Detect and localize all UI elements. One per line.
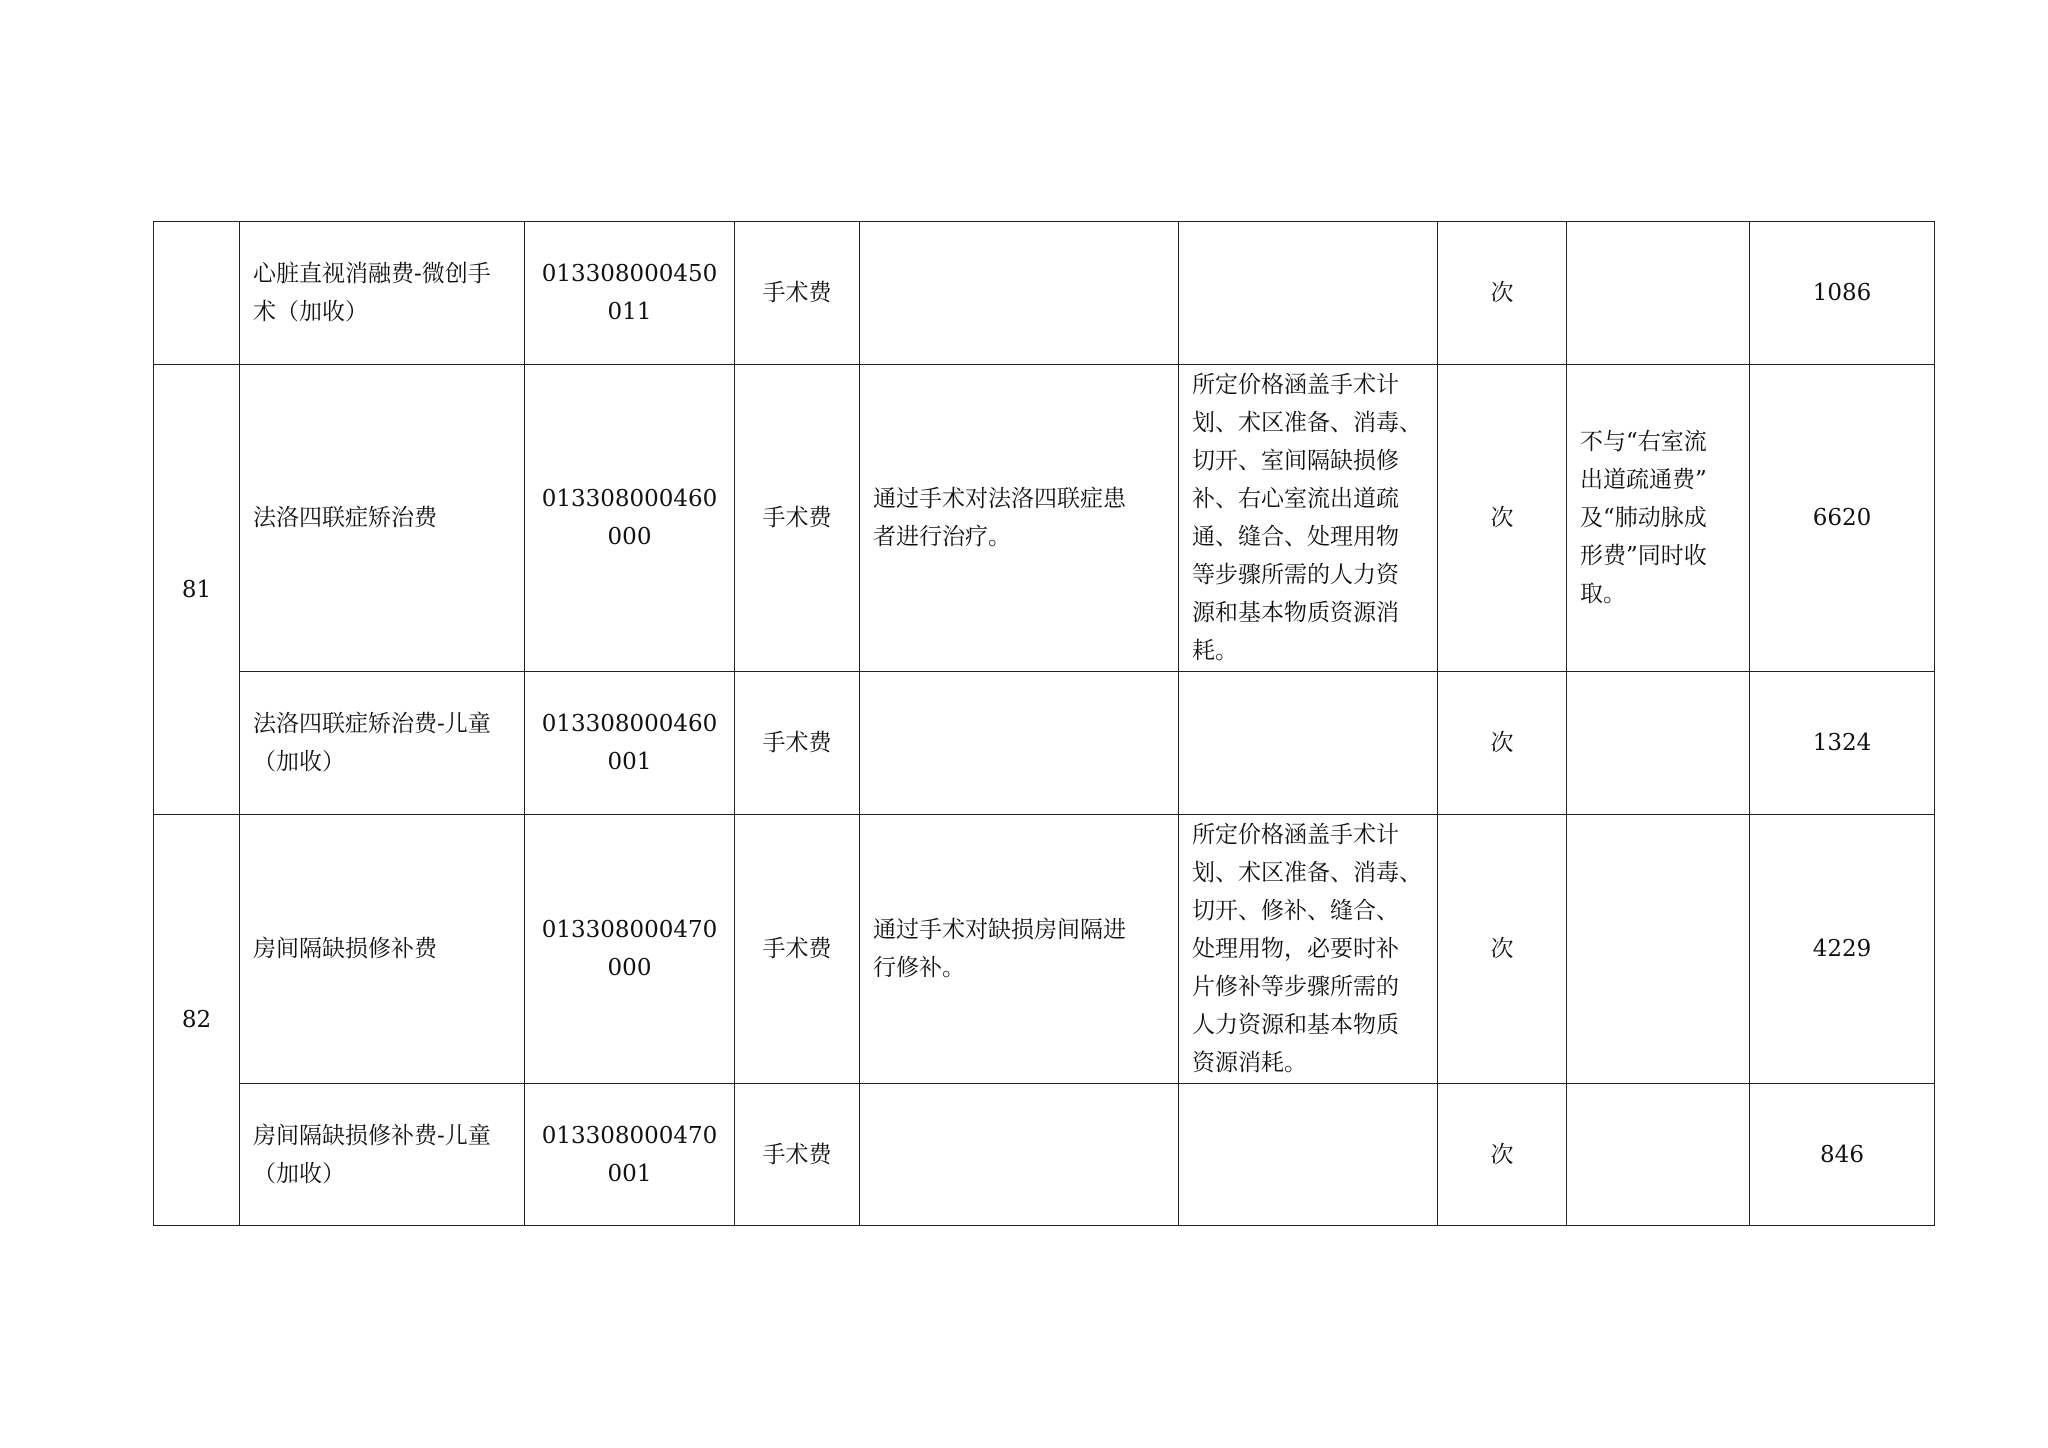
text-line: （加收） [253, 749, 345, 775]
item-code-cell: 013308000460000 [525, 365, 735, 672]
unit-cell: 次 [1438, 222, 1567, 365]
price-coverage-cell [1179, 815, 1438, 1084]
text-line: 补、右心室流出道疏 [1192, 486, 1399, 512]
row-number-cell: 81 [154, 365, 240, 815]
item-name [253, 705, 511, 781]
note-cell [1567, 672, 1750, 815]
table-row [154, 815, 1935, 1084]
item-content-cell [860, 1084, 1179, 1226]
text-line: 出道疏通费” [1580, 467, 1707, 493]
text-line: 人力资源和基本物质 [1192, 1012, 1399, 1038]
text-line: （加收） [253, 1160, 345, 1187]
price-cell: 1086 [1750, 222, 1935, 365]
text-line: 行修补。 [873, 955, 965, 981]
item-name [253, 255, 511, 331]
text-line: 源和基本物质资源消 [1192, 600, 1399, 626]
fee-category-cell: 手术费 [735, 222, 860, 365]
item-content [873, 911, 1165, 987]
text-line: 所定价格涵盖手术计 [1192, 822, 1399, 848]
item-name-cell [240, 365, 525, 672]
text-line: 切开、修补、缝合、 [1192, 898, 1399, 924]
price-coverage-cell [1179, 672, 1438, 815]
price-coverage-cell [1179, 222, 1438, 365]
item-name-cell [240, 672, 525, 815]
note-cell [1567, 222, 1750, 365]
text-line: 者进行治疗。 [873, 524, 1011, 550]
price-cell: 1324 [1750, 672, 1935, 815]
text-line: 取。 [1580, 581, 1626, 607]
price-coverage-cell [1179, 365, 1438, 672]
text-line: 划、术区准备、消毒、 [1192, 410, 1422, 436]
item-content [873, 480, 1165, 556]
row-number-cell: 82 [154, 815, 240, 1226]
item-code-cell: 013308000450011 [525, 222, 735, 365]
item-name [253, 499, 511, 537]
unit-cell: 次 [1438, 815, 1567, 1084]
note [1580, 423, 1736, 613]
text-line: 术（加收） [253, 299, 368, 325]
text-line: 形费”同时收 [1580, 543, 1707, 569]
text-line: 通过手术对法洛四联症患 [873, 486, 1126, 512]
item-name [253, 930, 511, 968]
text-line: 房间隔缺损修补费 [253, 936, 437, 962]
item-name-cell [240, 222, 525, 365]
table-row [154, 222, 1935, 365]
price-table [153, 221, 1935, 1226]
fee-category-cell: 手术费 [735, 815, 860, 1084]
price-cell: 6620 [1750, 365, 1935, 672]
price-coverage [1192, 366, 1424, 670]
text-line: 法洛四联症矫治费 [253, 505, 437, 531]
row-number-cell [154, 222, 240, 365]
table-row [154, 1084, 1935, 1226]
price-coverage-cell [1179, 1084, 1438, 1226]
item-content-cell [860, 222, 1179, 365]
item-content-cell [860, 672, 1179, 815]
unit-cell: 次 [1438, 1084, 1567, 1226]
fee-category-cell: 手术费 [735, 1084, 860, 1226]
unit-cell: 次 [1438, 672, 1567, 815]
item-code-cell: 013308000460001 [525, 672, 735, 815]
text-line: 法洛四联症矫治费-儿童 [253, 711, 491, 737]
text-line: 耗。 [1192, 638, 1238, 664]
price-cell: 4229 [1750, 815, 1935, 1084]
text-line: 切开、室间隔缺损修 [1192, 448, 1399, 474]
text-line: 及“肺动脉成 [1580, 505, 1707, 531]
fee-category-cell: 手术费 [735, 365, 860, 672]
item-content-cell [860, 365, 1179, 672]
item-name-cell [240, 815, 525, 1084]
item-code-cell: 013308000470001 [525, 1084, 735, 1226]
text-line: 通、缝合、处理用物 [1192, 524, 1399, 550]
note-cell [1567, 815, 1750, 1084]
price-cell: 846 [1750, 1084, 1935, 1226]
note-cell [1567, 365, 1750, 672]
price-coverage [1192, 816, 1424, 1082]
table-row [154, 365, 1935, 672]
text-line: 资源消耗。 [1192, 1050, 1307, 1076]
note-cell [1567, 1084, 1750, 1226]
unit-cell: 次 [1438, 365, 1567, 672]
text-line: 不与“右室流 [1580, 429, 1707, 455]
text-line: 片修补等步骤所需的 [1192, 974, 1399, 1000]
text-line: 通过手术对缺损房间隔进 [873, 917, 1126, 943]
item-content-cell [860, 815, 1179, 1084]
item-name [253, 1117, 511, 1193]
text-line: 所定价格涵盖手术计 [1192, 372, 1399, 398]
text-line: 处理用物，必要时补 [1192, 936, 1399, 962]
text-line: 划、术区准备、消毒、 [1192, 860, 1422, 886]
fee-category-cell: 手术费 [735, 672, 860, 815]
text-line: 房间隔缺损修补费-儿童 [253, 1122, 491, 1149]
text-line: 等步骤所需的人力资 [1192, 562, 1399, 588]
item-name-cell [240, 1084, 525, 1226]
text-line: 心脏直视消融费-微创手 [253, 261, 491, 287]
item-code-cell: 013308000470000 [525, 815, 735, 1084]
table-row [154, 672, 1935, 815]
